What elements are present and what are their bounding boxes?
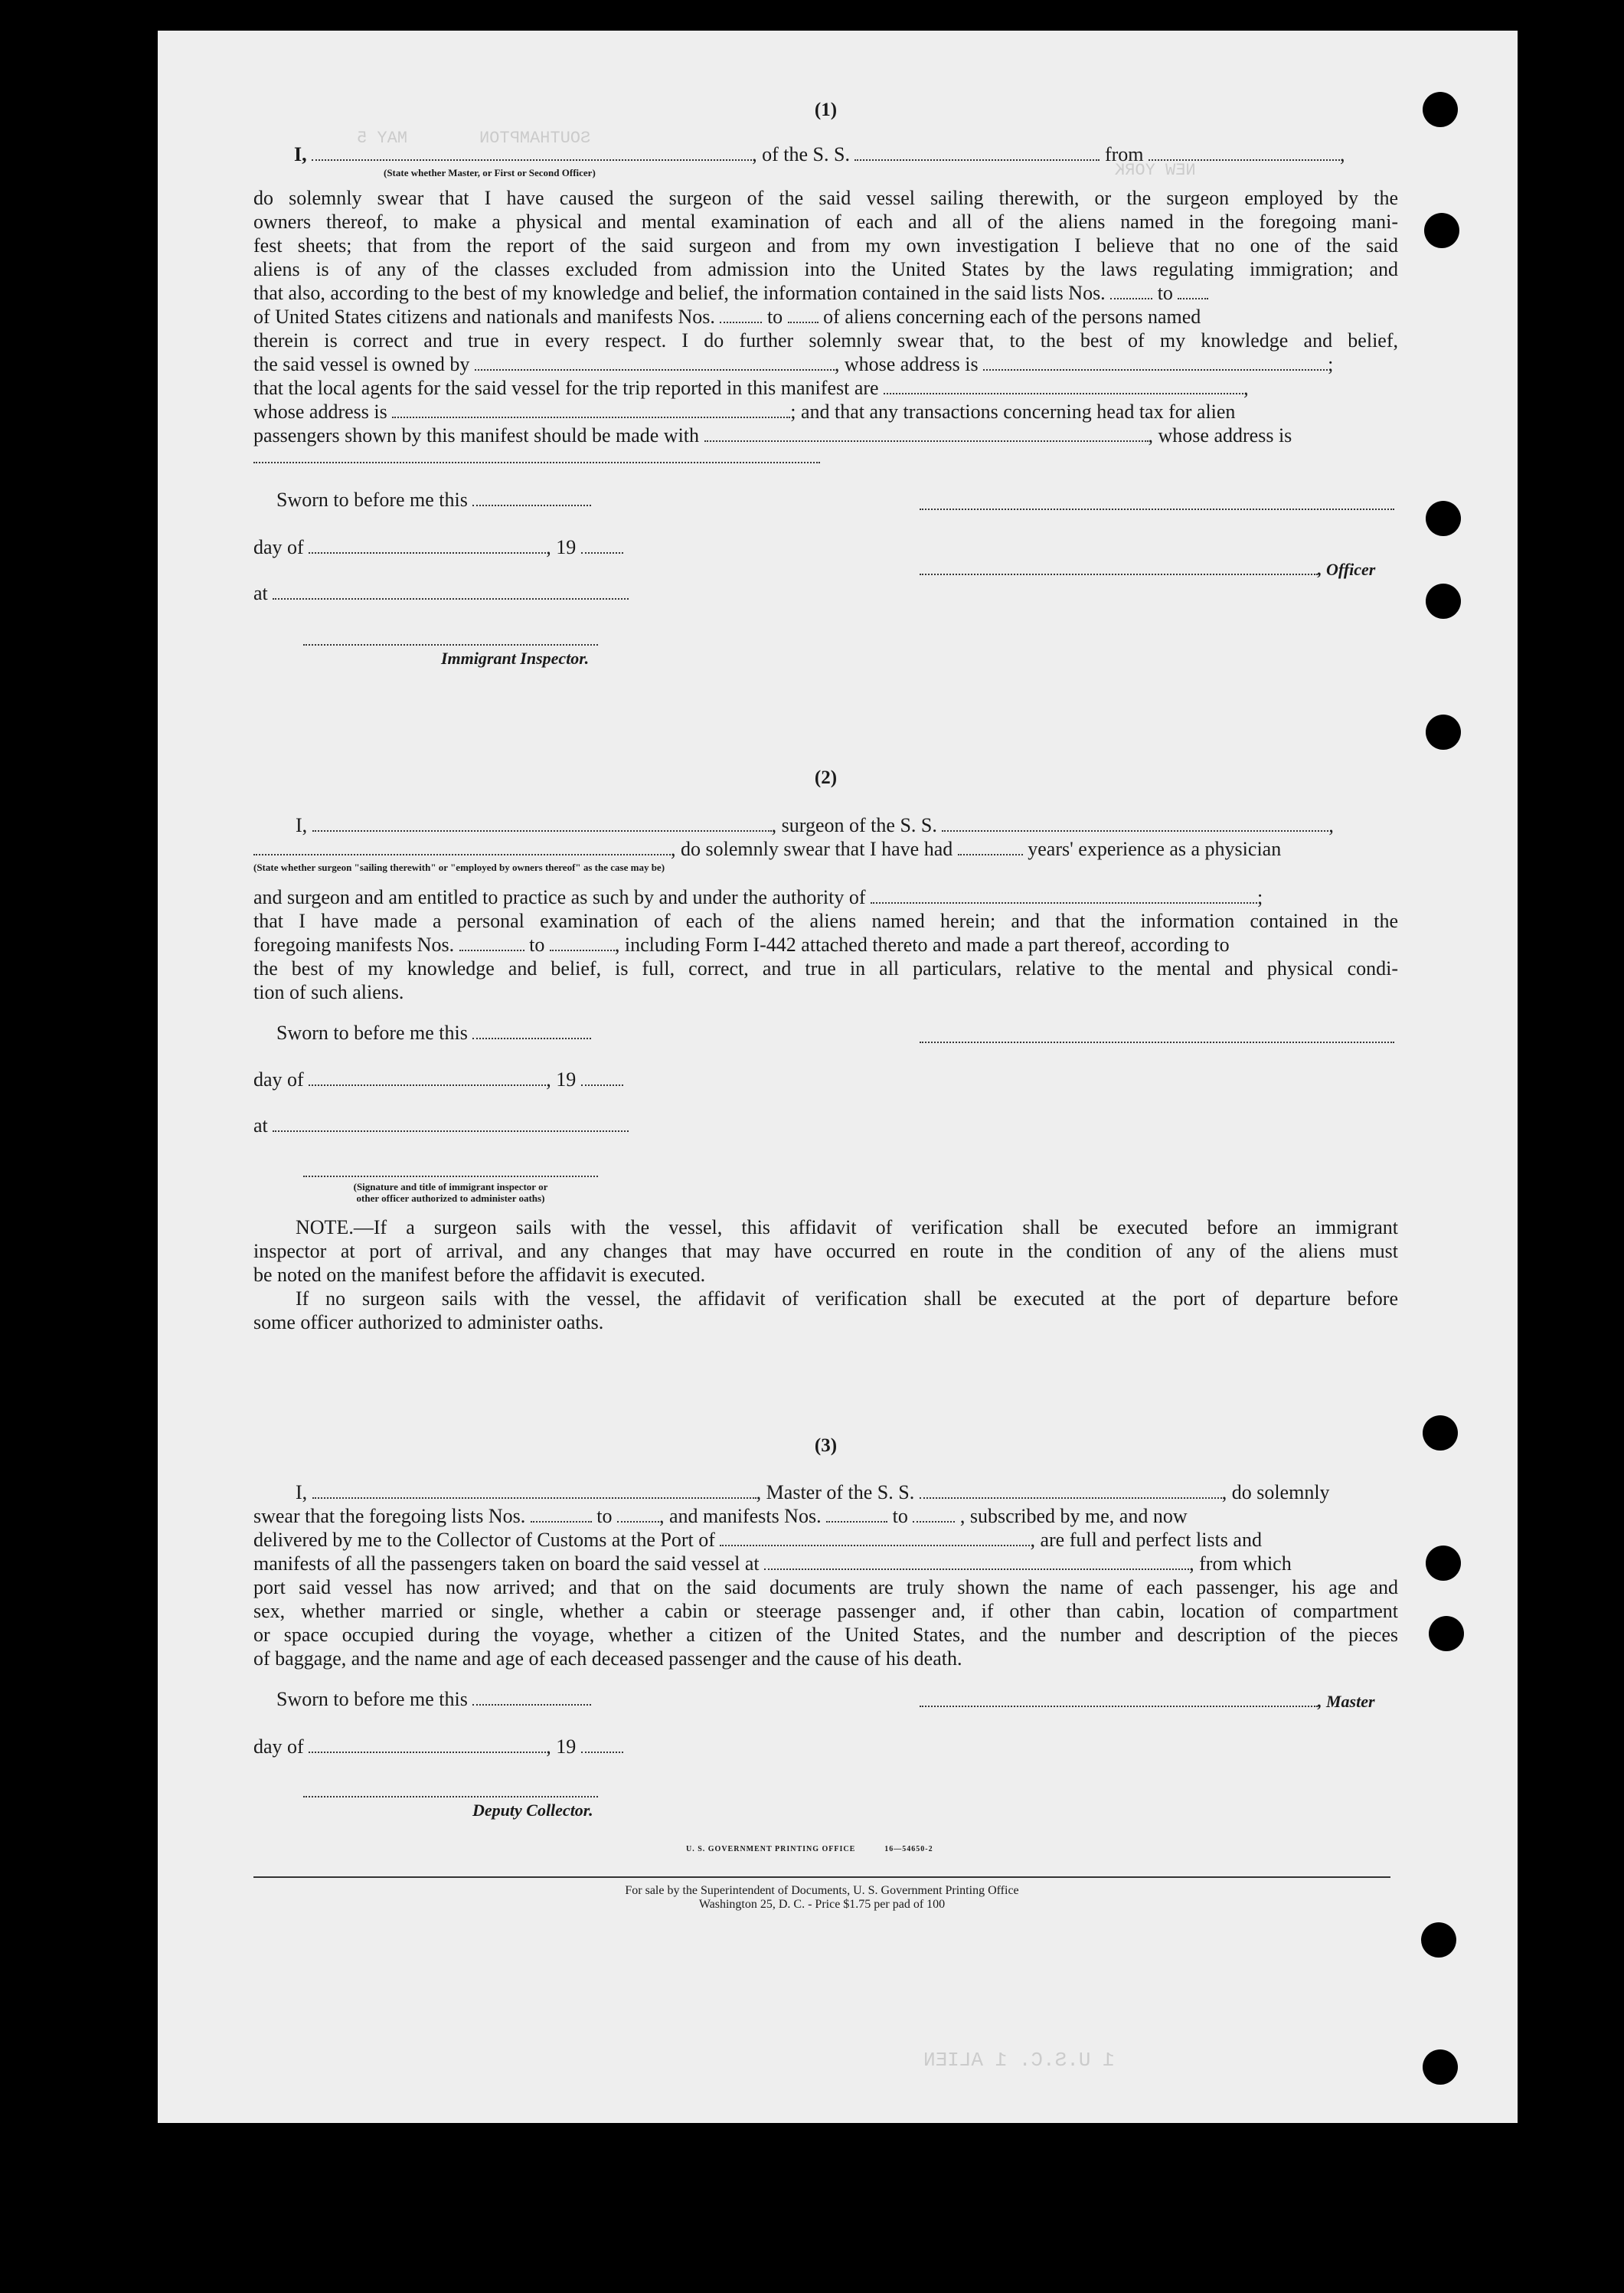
surgeon-of-ss: , surgeon of the S. S. (771, 814, 937, 836)
vessel-name-field[interactable] (854, 144, 1100, 161)
head-tax-contact-field[interactable] (704, 425, 1149, 442)
punch-hole (1426, 1546, 1461, 1581)
section3-manifests-to-field[interactable] (913, 1506, 955, 1523)
section3-line4 (253, 1552, 1398, 1575)
day-of-label: day of (253, 1735, 304, 1758)
note-label: NOTE. (296, 1216, 354, 1238)
section3-para-line: sex, whether married or single, whether a cabin or steerage passenger and, if other than cabin, location of compartment (253, 1600, 1398, 1622)
section1-owner-line: the said vessel is owned by , whose address is ; (253, 353, 1334, 375)
section1-headtax-line (253, 424, 1398, 447)
full-and-perfect-text: , are full and perfect lists and (1030, 1529, 1262, 1551)
inspector-label: Immigrant Inspector. (441, 649, 590, 668)
section1-from: from (1104, 143, 1144, 165)
from-which-text: , from which (1189, 1552, 1292, 1575)
collector-port-field[interactable] (720, 1529, 1030, 1546)
note-line: some officer authorized to administer oaths. (253, 1311, 604, 1333)
to-label: to (892, 1505, 908, 1527)
section3-line2 (253, 1504, 1398, 1528)
form-page (158, 31, 1518, 2123)
section1-para-line: whose address is (253, 401, 387, 423)
section1-line1: I, , of the S. S. from , (294, 143, 1345, 165)
punch-hole (1423, 92, 1458, 127)
sworn-date-field[interactable] (472, 489, 591, 506)
day-of-field[interactable] (309, 1736, 546, 1753)
note-line-1 (253, 1215, 1398, 1239)
from-port-field[interactable] (1149, 144, 1340, 161)
section3-sworn (276, 1688, 591, 1711)
whose-address-label: , whose address is (1148, 424, 1292, 446)
section1-para-line: that also, according to the best of my knowledge and belief, the information contained in the said lists Nos. (253, 282, 1106, 304)
punch-hole (1423, 2049, 1458, 2085)
section2-dayof (253, 1068, 623, 1091)
signature-note-line: other officer authorized to administer oaths) (356, 1192, 545, 1204)
bleed-through-footer: 1 U.S.C. 1 ALIEN (923, 2049, 1115, 2072)
year-field[interactable] (581, 1069, 623, 1086)
section2-manifests-from-field[interactable] (459, 934, 524, 951)
surgeon-name-field[interactable] (312, 815, 772, 832)
section1-para-line: that the local agents for the said vessel for the trip reported in this manifest are (253, 377, 879, 399)
surgeon-status-field[interactable] (253, 839, 671, 855)
signature-note (303, 1181, 598, 1204)
punch-hole (1426, 501, 1461, 536)
gpo-label: U. S. GOVERNMENT PRINTING OFFICE (686, 1845, 856, 1853)
bleed-through-port: SOUTHAMPTON (479, 129, 591, 148)
sworn-date-field[interactable] (472, 1689, 591, 1706)
officer-note: (State whether Master, or First or Second Officer) (384, 167, 596, 178)
lists-to-field[interactable] (1178, 283, 1208, 299)
section3-line1 (296, 1480, 1398, 1504)
officer-line (920, 558, 1375, 581)
head-tax-text: ; and that any transactions concerning head tax for alien (790, 401, 1236, 423)
officer-signature-field[interactable] (920, 509, 1394, 510)
owner-address-field[interactable] (983, 354, 1328, 371)
years-field[interactable] (958, 839, 1023, 855)
section1-para-line: aliens is of any of the classes excluded from admission into the United States by the laws regulating immigration; and (253, 258, 1398, 280)
inspector-signature-field[interactable] (303, 1176, 598, 1177)
lists-from-field[interactable] (1110, 283, 1152, 299)
note-text: If no surgeon sails with the vessel, the affidavit of verification shall be executed at the port of departure before (296, 1287, 1398, 1310)
year-label: , 19 (546, 536, 577, 558)
section2-para-line: and surgeon and am entitled to practice as such by and under the authority of (253, 886, 866, 908)
officer-label: , Officer (1318, 560, 1376, 579)
section2-i: I, (296, 814, 308, 836)
day-of-label: day of (253, 1068, 304, 1091)
note-text: —If a surgeon sails with the vessel, this affidavit of verification shall be executed before an immigrant (353, 1216, 1398, 1238)
to-label: to (596, 1505, 613, 1527)
sworn-date-field[interactable] (472, 1022, 591, 1039)
section1-agents-line: that the local agents for the said vessel for the trip reported in this manifest are , (253, 377, 1249, 399)
to-label: to (529, 934, 545, 956)
collector-port-label: delivered by me to the Collector of Customs at the Port of (253, 1529, 715, 1551)
section1-para-line: of United States citizens and nationals and manifests Nos. (253, 306, 715, 328)
section3-para-line: or space occupied during the voyage, whether a citizen of the United States, and the number and description of the pieces (253, 1624, 1398, 1646)
section3-lists-from-field[interactable] (531, 1506, 592, 1523)
section3-lists-to-field[interactable] (617, 1506, 659, 1523)
manifests-label: , and manifests Nos. (659, 1505, 822, 1527)
year-field[interactable] (581, 537, 623, 554)
punch-hole (1426, 715, 1461, 750)
master-name-field[interactable] (312, 1482, 756, 1499)
section2-para-line: that I have made a personal examination of each of the aliens named herein; and that the information contained in the (253, 910, 1398, 932)
officer-name-field[interactable] (312, 144, 752, 161)
master-of-ss: , Master of the S. S. (756, 1481, 915, 1503)
section1-para-line: the said vessel is owned by (253, 353, 470, 375)
section2-para-line: the best of my knowledge and belief, is full, correct, and true in all particulars, relative to the mental and physical condi- (253, 957, 1398, 980)
sworn-label: Sworn to before me this (276, 1022, 468, 1044)
note-line: inspector at port of arrival, and any changes that may have occurred en route in the condition of any of the aliens must (253, 1240, 1398, 1262)
years-text: years' experience as a physician (1028, 838, 1282, 860)
at-place-field[interactable] (273, 1115, 629, 1132)
section1-number: (1) (814, 100, 838, 120)
section1-i: I, (294, 143, 307, 165)
officer-field[interactable] (920, 558, 1318, 575)
section3-vessel-field[interactable] (920, 1482, 1222, 1499)
section3-manifests-from-field[interactable] (826, 1506, 887, 1523)
signature-note-line: (Signature and title of immigrant inspector or (353, 1181, 548, 1192)
year-label: , 19 (546, 1735, 577, 1758)
do-solemnly-text: , do solemnly (1221, 1481, 1330, 1503)
section3-i: I, (296, 1481, 308, 1503)
swear-text: , do solemnly swear that I have had (671, 838, 953, 860)
section2-para-line: foregoing manifests Nos. (253, 934, 455, 956)
note-line-2 (253, 1287, 1398, 1310)
collector-label: Deputy Collector. (472, 1801, 593, 1820)
section3-para-line: of baggage, and the name and age of each deceased passenger and the cause of his death. (253, 1647, 962, 1670)
year-label: , 19 (546, 1068, 577, 1091)
sworn-label: Sworn to before me this (276, 489, 468, 511)
master-signature-line (920, 1689, 1375, 1712)
day-of-field[interactable] (309, 537, 546, 554)
bleed-through-destination: NEW YORK (1115, 161, 1196, 180)
section2-manifests-to-field[interactable] (550, 934, 615, 951)
agents-field[interactable] (884, 378, 1243, 394)
aliens-concerning-text: of aliens concerning each of the persons named (823, 306, 1201, 328)
punch-hole (1421, 1922, 1456, 1958)
section1-para-line: owners thereof, to make a physical and mental examination of each and all of the aliens named in the foregoing mani- (253, 211, 1398, 233)
section1-manifests-line (253, 305, 1398, 329)
note-line: be noted on the manifest before the affidavit is executed. (253, 1264, 706, 1286)
section3-line3 (253, 1528, 1398, 1552)
boarding-port-label: manifests of all the passengers taken on board the said vessel at (253, 1552, 760, 1575)
day-of-field[interactable] (309, 1069, 546, 1086)
punch-hole (1429, 1616, 1464, 1651)
collector-signature-field[interactable] (303, 1796, 598, 1797)
section2-sworn (276, 1022, 591, 1045)
at-label: at (253, 1114, 268, 1137)
at-label: at (253, 582, 268, 604)
section2-number: (2) (814, 767, 838, 788)
owner-field[interactable] (475, 354, 835, 371)
punch-hole (1426, 584, 1461, 619)
section3-dayof (253, 1735, 623, 1758)
bleed-through-date: MAY 5 (357, 129, 408, 148)
boarding-port-field[interactable] (764, 1553, 1189, 1570)
to-label: to (766, 306, 783, 328)
at-place-field[interactable] (273, 583, 629, 600)
section2-para-line: tion of such aliens. (253, 981, 404, 1003)
sale-notice (253, 1884, 1390, 1912)
footer-rule (253, 1876, 1390, 1878)
section1-dayof (253, 536, 623, 559)
section1-at (253, 582, 629, 605)
surgeon-note: (State whether surgeon "sailing therewith" or "employed by owners thereof" as the case may be) (253, 862, 665, 873)
section2-authority-line: and surgeon and am entitled to practice as such by and under the authority of ; (253, 886, 1263, 908)
day-of-label: day of (253, 536, 304, 558)
section1-address-line (253, 400, 1398, 424)
section2-at (253, 1114, 629, 1137)
to-label: to (1157, 282, 1173, 304)
master-label: , Master (1318, 1692, 1375, 1711)
gpo-imprint (686, 1841, 933, 1855)
whose-address-label: , whose address is (834, 353, 979, 375)
punch-hole (1423, 1415, 1458, 1451)
section2-line1: I, , surgeon of the S. S. , (296, 814, 1334, 836)
manifests-to-field[interactable] (788, 306, 819, 323)
section1-of-ss: , of the S. S. (752, 143, 850, 165)
agents-address-field[interactable] (392, 401, 790, 418)
subscribed-text: , subscribed by me, and now (959, 1505, 1188, 1527)
authority-field[interactable] (871, 887, 1257, 904)
section1-para-line: fest sheets; that from the report of the said surgeon and from my own investigation I believe that no one of the said (253, 234, 1398, 257)
form-number: 16—54650-2 (884, 1845, 933, 1853)
section1-para-line: passengers shown by this manifest should be made with (253, 424, 700, 446)
punch-hole (1424, 213, 1459, 248)
section3-lists-label: swear that the foregoing lists Nos. (253, 1505, 526, 1527)
surgeon-signature-field[interactable] (920, 1042, 1394, 1043)
section2-manifests-line (253, 933, 1398, 957)
sworn-label: Sworn to before me this (276, 1688, 468, 1710)
section2-vessel-field[interactable] (942, 815, 1328, 832)
section1-sworn (276, 489, 591, 512)
section1-lists-line (253, 281, 1398, 305)
section1-para-line: do solemnly swear that I have caused the surgeon of the said vessel sailing therewith, or the surgeon employed by the (253, 187, 1398, 209)
year-field[interactable] (581, 1736, 623, 1753)
inspector-signature-field[interactable] (303, 644, 598, 646)
head-tax-address-field[interactable] (253, 462, 820, 463)
section3-number: (3) (814, 1435, 838, 1456)
section1-para-line: therein is correct and true in every respect. I do further solemnly swear that, to the best of my knowledge and belief, (253, 329, 1398, 352)
sale-line: For sale by the Superintendent of Documents, U. S. Government Printing Office (625, 1884, 1019, 1897)
including-text: , including Form I-442 attached thereto and made a part thereof, according to (614, 934, 1230, 956)
sale-line: Washington 25, D. C. - Price $1.75 per pad of 100 (698, 1898, 946, 1911)
section2-line2 (253, 837, 1398, 861)
master-signature-field[interactable] (920, 1690, 1318, 1707)
manifests-from-field[interactable] (720, 306, 762, 323)
section3-para-line: port said vessel has now arrived; and that on the said documents are truly shown the name of each passenger, his age and (253, 1576, 1398, 1598)
